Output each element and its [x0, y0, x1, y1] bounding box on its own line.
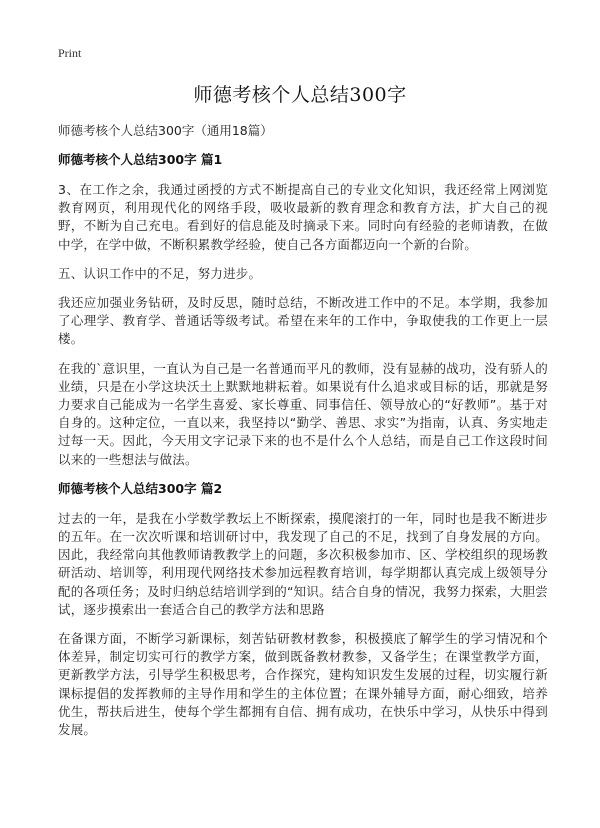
section-heading-2: 师德考核个人总结300字 篇2: [58, 480, 223, 496]
section-heading-1: 师德考核个人总结300字 篇1: [58, 152, 223, 167]
article-body: [58, 150, 548, 750]
section-2-paragraph-2: 在备课方面，不断学习新课标，刻苦钻研教材教参，积极摸底了解学生的学习情况和个体差异，制定切实可行的教学方案，做到既备教材教参，又备学生；在课堂教学方面，更新教学方法，引导学生积极思考，合作探究，建构知识发生发展的过程，切实履行新课标提倡的发挥教师的主导作用和学生的主体位置；在课外辅导方面，耐心细致，培养优生，帮扶后进生，使每个学生都拥有自信、拥有成功，在快乐中学习，从快乐中得到发展。: [58, 631, 548, 738]
section-1-paragraph-3: 我还应加强业务钻研，及时反思，随时总结，不断改进工作中的不足。本学期，我参加了心理学、教育学、普通话等级考试。希望在来年的工作中，争取使我的工作更上一层楼。: [58, 295, 548, 347]
section-1-paragraph-2: 五、认识工作中的不足，努力进步。: [58, 265, 262, 281]
page-title: 师德考核个人总结300字: [193, 84, 407, 106]
section-2-paragraph-1: 过去的一年，是我在小学数学教坛上不断探索，摸爬滚打的一年，同时也是我不断进步的五年。在一次次听课和培训研讨中，我发现了自己的不足，找到了自身发展的方向。因此，我经常向其他教师请教教学上的问题，多次积极参加市、区、学校组织的现场教研活动、培训等，利用现代网络技术参加远程教育培训，每学期都认真完成上级领导分配的各项任务；及时归纳总结培训学到的“知识。结合自身的情况，我努力探索，大胆尝试，逐步摸索出一套适合自己的教学方法和思路: [58, 510, 548, 617]
section-1-paragraph-4: 在我的`意识里，一直认为自己是一名普通而平凡的教师，没有显赫的战功，没有骄人的业绩，只是在小学这块沃土上默默地耕耘着。如果说有什么追求或目标的话，那就是努力要求自己能成为一名学生喜爱、家长尊重、同事信任、领导放心的“好教师”。基于对自身的。这种定位，一直以来，我坚持以“勤学、善思、求实”为指南，认真、务实地走过每一天。因此，今天用文字记录下来的也不是什么个人总结，而是自己工作这段时间以来的一些想法与做法。: [58, 360, 548, 467]
section-1-paragraph-1: 3、在工作之余，我通过函授的方式不断提高自己的专业文化知识，我还经常上网浏览教育网页，利用现代化的网络手段，吸收最新的教育理念和教育方法，扩大自己的视野，不断为自己充电。看到好的信息能及时摘录下来。同时向有经验的老师请教，在做中学，在学中做，不断积累教学经验，使自己各方面都迈向一个新的台阶。: [58, 182, 548, 252]
document-subtitle: 师德考核个人总结300字（通用18篇）: [58, 123, 273, 138]
print-link[interactable]: Print: [58, 46, 82, 60]
